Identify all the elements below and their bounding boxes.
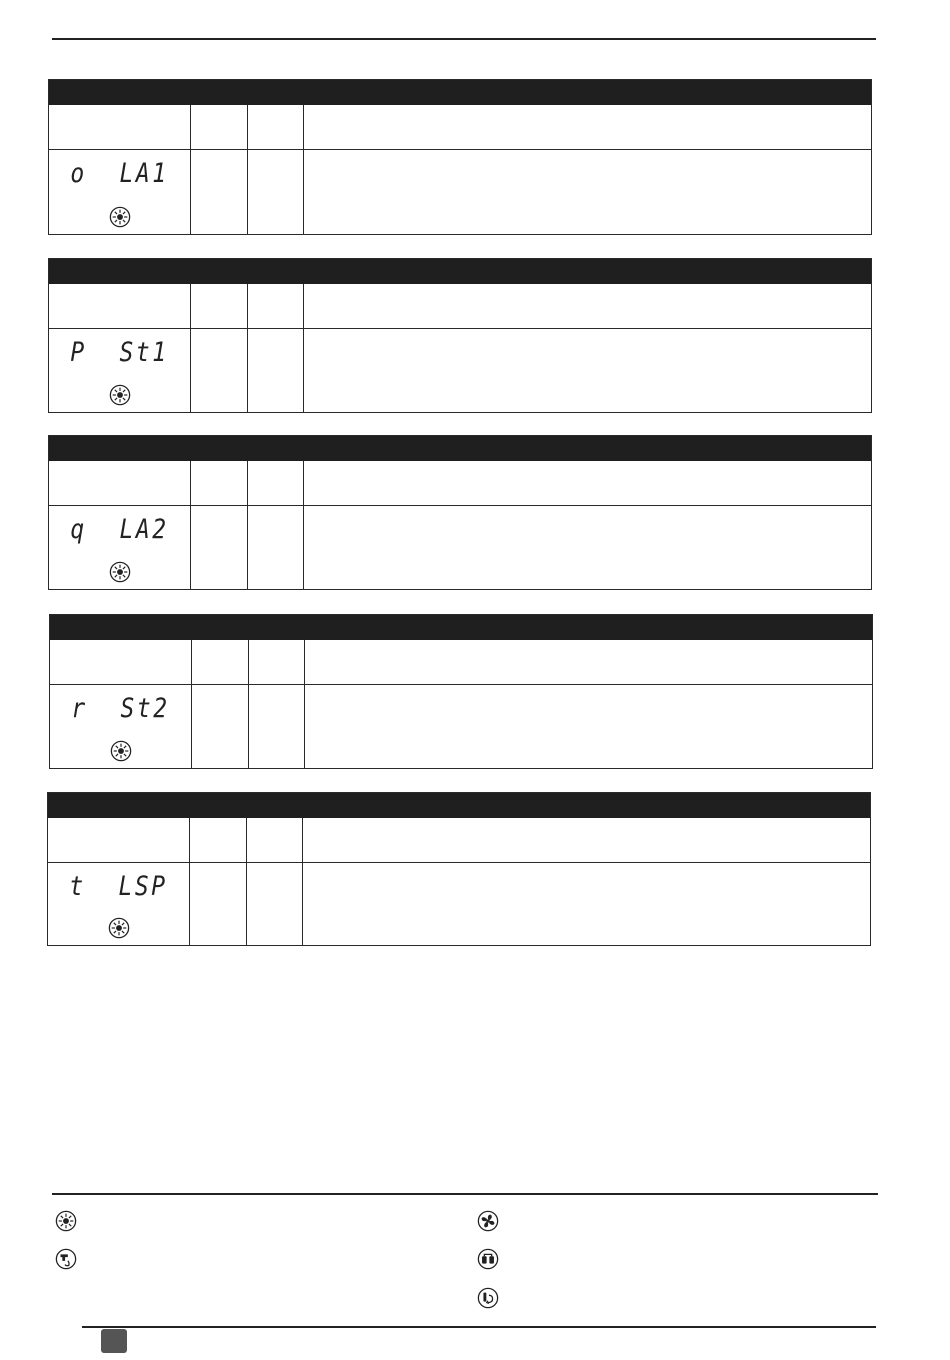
- code-cell: [49, 506, 191, 589]
- compressor-icon: [477, 1248, 499, 1270]
- defrost-sun-icon: [110, 740, 132, 762]
- blank-cell: [50, 640, 192, 685]
- blank-cell: [248, 329, 304, 412]
- blank-cell: [190, 863, 247, 945]
- blank-cell: [192, 640, 249, 685]
- table-header: [49, 436, 871, 461]
- blank-cell: [248, 461, 304, 506]
- table-header: [49, 259, 871, 284]
- blank-cell: [48, 818, 190, 863]
- blank-cell: [191, 105, 248, 150]
- parameter-table-1: [48, 79, 872, 235]
- code-cell: [49, 150, 191, 234]
- lcd-code: t LSP: [69, 871, 168, 902]
- blank-cell: [247, 863, 303, 945]
- tap-icon: [55, 1248, 77, 1270]
- top-rule: [52, 38, 876, 40]
- table-header: [49, 80, 871, 105]
- blank-cell: [190, 818, 247, 863]
- blank-cell: [304, 150, 871, 234]
- lcd-code: q LA2: [70, 514, 169, 545]
- legend-top-rule: [52, 1193, 878, 1195]
- blank-cell: [191, 329, 248, 412]
- parameter-table-5: [47, 792, 871, 946]
- blank-cell: [248, 150, 304, 234]
- blank-cell: [304, 105, 871, 150]
- blank-cell: [247, 818, 303, 863]
- blank-cell: [192, 685, 249, 768]
- defrost-sun-icon: [109, 206, 131, 228]
- lcd-code: P St1: [70, 337, 169, 368]
- code-cell: [49, 329, 191, 412]
- blank-cell: [303, 818, 870, 863]
- blank-cell: [248, 506, 304, 589]
- defrost-sun-icon: [109, 561, 131, 583]
- blank-cell: [49, 105, 191, 150]
- defrost-sun-icon: [55, 1210, 77, 1232]
- defrost-sun-icon: [109, 384, 131, 406]
- parameter-table-2: [48, 258, 872, 413]
- blank-cell: [191, 461, 248, 506]
- blank-cell: [191, 506, 248, 589]
- blank-cell: [248, 105, 304, 150]
- blank-cell: [304, 506, 871, 589]
- lcd-code: r St2: [71, 693, 170, 724]
- blank-cell: [305, 640, 872, 685]
- blank-cell: [49, 461, 191, 506]
- bottom-rule: [82, 1326, 876, 1328]
- blank-cell: [191, 284, 248, 329]
- lcd-code: o LA1: [70, 158, 169, 189]
- cycle-icon: [477, 1287, 499, 1309]
- blank-cell: [305, 685, 872, 768]
- table-header: [50, 615, 872, 640]
- parameter-table-4: [49, 614, 873, 769]
- defrost-sun-icon: [108, 917, 130, 939]
- blank-cell: [304, 284, 871, 329]
- blank-cell: [304, 329, 871, 412]
- parameter-table-3: [48, 435, 872, 590]
- blank-cell: [303, 863, 870, 945]
- code-cell: [48, 863, 190, 945]
- page-number-box: [101, 1329, 127, 1353]
- table-header: [48, 793, 870, 818]
- blank-cell: [191, 150, 248, 234]
- blank-cell: [304, 461, 871, 506]
- blank-cell: [248, 284, 304, 329]
- blank-cell: [249, 640, 305, 685]
- code-cell: [50, 685, 192, 768]
- blank-cell: [49, 284, 191, 329]
- blank-cell: [249, 685, 305, 768]
- fan-icon: [477, 1210, 499, 1232]
